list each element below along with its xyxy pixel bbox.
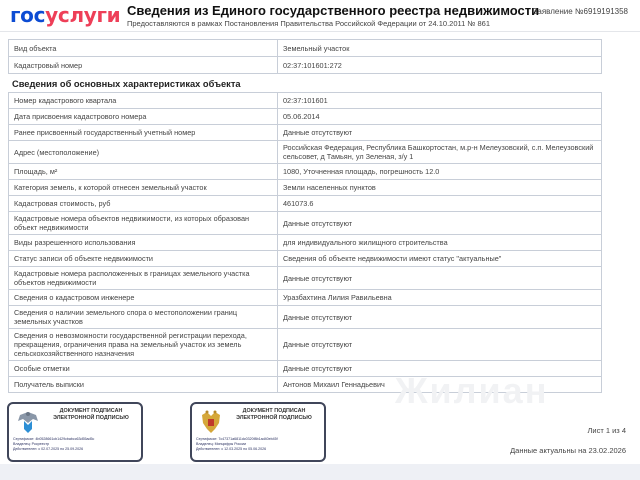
stamp-validity: Действителен: с 02.07.2025 по 25.09.2026 [13,447,84,451]
table-row [9,267,602,290]
table-row [9,109,602,125]
row-value: 02:37:101601 [278,93,602,109]
table-row [9,125,602,141]
table-row [9,57,602,74]
row-label: Кадастровые номера расположенных в границах земельного участка объектов недвижимости [9,267,278,290]
table-row [9,180,602,196]
row-value: Сведения об объекте недвижимости имеют статус "актуальные" [278,251,602,267]
section-title: Сведения об основных характеристиках объекта [12,79,241,89]
stamp-title: ДОКУМЕНТ ПОДПИСАН ЭЛЕКТРОННОЙ ПОДПИСЬЮ [236,408,312,421]
row-label: Адрес (местоположение) [9,141,278,164]
row-value: Данные отсутствуют [278,306,602,329]
row-label: Получатель выписки [9,377,278,393]
row-value: 05.06.2014 [278,109,602,125]
object-summary-table [8,39,602,74]
row-value: Данные отсутствуют [278,212,602,235]
data-actual-date: Данные актуальны на 23.02.2026 [510,446,626,455]
row-label: Статус записи об объекте недвижимости [9,251,278,267]
table-row [9,290,602,306]
page-subtitle: Предоставляются в рамках Постановления Правительства Российской Федерации от 24.10.2011 № 861 [127,19,491,28]
table-row [9,40,602,57]
header [0,0,640,32]
row-label: Номер кадастрового квартала [9,93,278,109]
row-value: Российская Федерация, Республика Башкортостан, м.р-н Мелеузовский, с.п. Мелеузовский сельсовет, д Тамьян, ул Зеленая, з/у 1 [278,141,602,164]
table-row [9,251,602,267]
table-row [9,164,602,180]
row-label: Кадастровые номера объектов недвижимости, из которых образован объект недвижимости [9,212,278,235]
signature-stamp-mintsifry [190,402,326,462]
table-row [9,196,602,212]
row-label: Кадастровый номер [9,57,278,74]
stamp-owner: Владелец: Росреестр [13,442,50,446]
table-row [9,329,602,361]
stamp-owner: Владелец: Минцифры России [196,442,247,446]
row-value: для индивидуального жилищного строительства [278,235,602,251]
row-label: Площадь, м² [9,164,278,180]
row-label: Виды разрешенного использования [9,235,278,251]
row-value: 1080, Уточненная площадь, погрешность 12.0 [278,164,602,180]
row-value: Данные отсутствуют [278,125,602,141]
row-label: Сведения о наличии земельного спора о местоположении границ земельных участков [9,306,278,329]
row-value: Уразбахтина Лилия Равильевна [278,290,602,306]
application-number: Заявление №6919191358 [532,7,628,16]
row-value: Антонов Михаил Геннадьевич [278,377,602,393]
table-row [9,306,602,329]
row-value: Данные отсутствуют [278,267,602,290]
page-number: Лист 1 из 4 [587,426,626,435]
row-label: Вид объекта [9,40,278,57]
logo-part-uslugi: услуги [45,3,121,27]
stamp-validity: Действителен: с 12.03.2025 по 05.06.2026 [196,447,267,451]
page-title: Сведения из Единого государственного реестра недвижимости [127,3,540,18]
rosreestr-emblem-icon [16,409,40,435]
table-row [9,235,602,251]
row-value: Земельный участок [278,40,602,57]
row-value: 02:37:101601:272 [278,57,602,74]
row-value: Данные отсутствуют [278,361,602,377]
row-label: Кадастровая стоимость, руб [9,196,278,212]
table-row [9,212,602,235]
table-row [9,93,602,109]
row-label: Сведения о невозможности государственной регистрации перехода, прекращения, ограничения права на земельный участок из земель сельскохозяйственного назначения [9,329,278,361]
gosuslugi-logo[interactable] [10,3,120,27]
row-label: Ранее присвоенный государственный учетный номер [9,125,278,141]
table-row [9,141,602,164]
characteristics-table [8,92,602,393]
row-label: Категория земель, к которой отнесен земельный участок [9,180,278,196]
logo-part-gos: гос [10,3,46,27]
signature-stamp-rosreestr [7,402,143,462]
stamp-title: ДОКУМЕНТ ПОДПИСАН ЭЛЕКТРОННОЙ ПОДПИСЬЮ [53,408,129,421]
row-label: Особые отметки [9,361,278,377]
watermark: Жилиан [395,370,549,411]
row-label: Дата присвоения кадастрового номера [9,109,278,125]
stamp-certificate: Сертификат: 4b0528661cb1429cbabcc63d55ad5c [13,437,95,441]
stamp-certificate: Сертификат: 7c47371a6811dc0320f8b1ad40eb45f [196,437,278,441]
row-value: Данные отсутствуют [278,329,602,361]
row-value: Земли населенных пунктов [278,180,602,196]
row-label: Сведения о кадастровом инженере [9,290,278,306]
footer-bar [0,464,640,480]
coat-of-arms-icon [199,409,223,435]
row-value: 461073.6 [278,196,602,212]
